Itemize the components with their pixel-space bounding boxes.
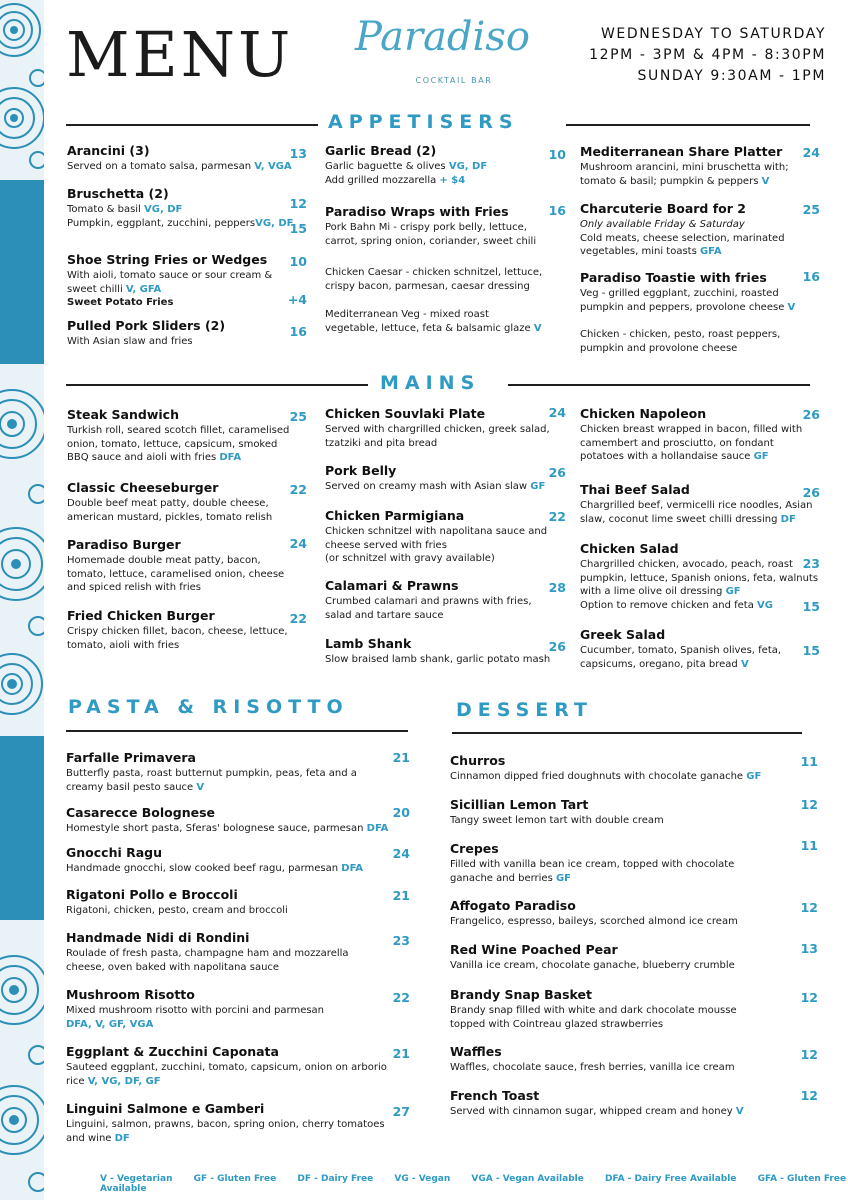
item-description-line: Double beef meat patty, double cheese, <box>67 498 269 509</box>
item-description <box>580 499 820 526</box>
item-price: 12 <box>800 990 818 1005</box>
item-price: 24 <box>289 536 307 551</box>
dietary-tag: V <box>787 301 796 313</box>
item-description <box>67 335 297 349</box>
item-price: 25 <box>802 202 820 217</box>
item-name: Pork Belly <box>325 463 397 478</box>
paradiso-logo <box>355 14 530 94</box>
item-subline: Sweet Potato Fries <box>67 297 174 308</box>
logo-script: Paradiso <box>355 14 530 60</box>
menu-item <box>325 306 551 335</box>
dietary-tag: V, GFA <box>125 283 162 295</box>
item-description-line: Vanilla ice cream, chocolate ganache, blueberry crumble <box>450 960 735 971</box>
item-description <box>67 625 295 652</box>
dietary-tag: V, VGA <box>254 161 292 172</box>
menu-item <box>580 326 820 355</box>
item-name: Calamari & Prawns <box>325 578 459 593</box>
dietary-tag: V <box>533 322 542 334</box>
dietary-tag: DFA <box>219 452 242 463</box>
item-description <box>66 862 391 876</box>
item-price: 23 <box>802 556 820 571</box>
menu-item <box>67 537 295 595</box>
item-price: 22 <box>548 509 566 524</box>
menu-item <box>450 841 790 885</box>
menu-item <box>66 845 391 876</box>
item-description <box>580 423 820 464</box>
item-price: 21 <box>392 1046 410 1061</box>
item-description-line: with a lime olive oil dressing GF <box>580 586 741 597</box>
mains-rule-right <box>508 384 810 386</box>
item-description <box>66 1118 391 1145</box>
item-name: Paradiso Burger <box>67 537 181 552</box>
item-price: 10 <box>289 254 307 269</box>
menu-item <box>580 144 820 188</box>
item-description-line: pumpkin, lettuce, Spanish onions, feta, walnuts <box>580 572 819 584</box>
item-price: 20 <box>392 805 410 820</box>
item-price: 16 <box>802 269 820 284</box>
item-description-line: capsicums, oregano, pita bread V <box>580 658 749 670</box>
menu-item <box>66 750 391 794</box>
item-description-line: topped with Cointreau glazed strawberries <box>450 1018 664 1030</box>
item-description-line: crispy bacon, parmesan, caesar dressing <box>325 280 530 292</box>
item-description-line: and wine DF <box>66 1132 130 1144</box>
item-price: 22 <box>289 482 307 497</box>
item-description-line: vegetables, mini toasts GFA <box>580 246 722 257</box>
legend-item: VG - Vegan <box>394 1174 451 1184</box>
item-price: 26 <box>548 639 566 654</box>
item-description-line: Rigatoni, chicken, pesto, cream and broccoli <box>66 905 288 916</box>
item-description <box>450 959 790 973</box>
item-name: Chicken Napoleon <box>580 406 707 421</box>
item-description-line: and spiced relish with fries <box>67 582 201 593</box>
item-description-line: Frangelico, espresso, baileys, scorched almond ice cream <box>450 916 738 927</box>
item-price: 12 <box>800 1047 818 1062</box>
item-description-line: tomato & basil; pumpkin & peppers V <box>580 175 770 187</box>
item-description <box>67 269 297 310</box>
item-description <box>325 525 559 566</box>
item-description-line: Homemade double meat patty, bacon, <box>67 555 261 566</box>
item-name: Waffles <box>450 1044 502 1059</box>
item-name: Mushroom Risotto <box>66 987 195 1002</box>
item-note: Only available Friday & Saturday <box>580 219 745 230</box>
item-name: Chicken Souvlaki Plate <box>325 406 486 421</box>
item-description-line: Cold meats, cheese selection, marinated <box>580 232 785 244</box>
item-name: Churros <box>450 753 506 768</box>
item-description-line: Pork Bahn Mi - crispy pork belly, lettuce, <box>325 222 527 233</box>
item-description-line: Sauteed eggplant, zucchini, tomato, capsicum, onion on arborio <box>66 1062 387 1073</box>
item-price: 12 <box>800 797 818 812</box>
item-description-line: BBQ sauce and aioli with fries DFA <box>67 452 242 463</box>
item-description-line: Butterfly pasta, roast butternut pumpkin, peas, feta and a <box>66 768 357 779</box>
item-description-line: onion, tomato, lettuce, capsicum, smoked <box>67 438 278 450</box>
legend-item: DF - Dairy Free <box>297 1174 374 1184</box>
item-description-line: pumpkin and peppers, provolone cheese V <box>580 301 796 313</box>
item-name: Bruschetta (2) <box>67 186 169 201</box>
item-description <box>67 160 297 174</box>
menu-item <box>66 805 391 836</box>
item-description-line: Mediterranean Veg - mixed roast <box>325 309 489 320</box>
item-price: 23 <box>392 933 410 948</box>
item-description <box>67 497 295 524</box>
hours-line: SUNDAY 9:30AM - 1PM <box>637 68 826 84</box>
menu-item <box>325 463 559 494</box>
item-name: Greek Salad <box>580 627 666 642</box>
dietary-legend <box>100 1174 848 1194</box>
menu-item <box>325 204 551 248</box>
item-price: 21 <box>392 888 410 903</box>
dietary-tag: GF <box>746 771 762 782</box>
item-description-line: Turkish roll, seared scotch fillet, caramelised <box>67 425 290 436</box>
item-description-line: Brandy snap filled with white and dark chocolate mousse <box>450 1005 737 1016</box>
item-price: 24 <box>802 145 820 160</box>
item-description-line: Cucumber, tomato, Spanish olives, feta, <box>580 645 782 656</box>
item-name: Classic Cheeseburger <box>67 480 219 495</box>
item-description-line: creamy basil pesto sauce V <box>66 781 205 793</box>
item-description-line: With Asian slaw and fries <box>67 336 193 347</box>
item-description-line: tzatziki and pita bread <box>325 437 438 449</box>
item-description <box>450 1061 790 1075</box>
item-description-line: cheese, oven baked with napolitana sauce <box>66 961 280 973</box>
item-price: 24 <box>548 405 566 420</box>
item-description-line: Veg - grilled eggplant, zucchini, roasted <box>580 288 779 299</box>
item-description-line: Crumbed calamari and prawns with fries, <box>325 596 532 607</box>
item-name: Crepes <box>450 841 499 856</box>
item-description-line: Chargrilled chicken, avocado, peach, roast <box>580 559 793 570</box>
item-description-line: rice V, VG, DF, GF <box>66 1075 161 1087</box>
item-description <box>325 423 559 450</box>
item-name: Paradiso Wraps with Fries <box>325 204 509 219</box>
item-price: 26 <box>802 407 820 422</box>
dietary-tag: DFA <box>366 823 389 834</box>
item-name: Linguini Salmone e Gamberi <box>66 1101 265 1116</box>
item-description <box>325 595 559 622</box>
appetisers-rule-left <box>66 124 318 126</box>
item-description-line: Served on a tomato salsa, parmesan V, VGA <box>67 161 292 172</box>
hours-line: 12PM - 3PM & 4PM - 8:30PM <box>589 47 826 63</box>
menu-item <box>67 480 295 524</box>
menu-item <box>580 541 820 612</box>
dietary-tag: VG, DF <box>255 217 294 229</box>
item-description-line: Cinnamon dipped fried doughnuts with chocolate ganache GF <box>450 771 762 782</box>
item-description-line: ganache and berries GF <box>450 872 572 884</box>
dietary-tag: VG, DF <box>144 204 183 215</box>
blue-bar-1 <box>0 180 44 364</box>
dietary-tag: DF <box>114 1132 130 1144</box>
item-description-line: Mushroom arancini, mini bruschetta with; <box>580 162 789 173</box>
dietary-tag: DF <box>780 513 796 525</box>
menu-item <box>450 942 790 973</box>
item-name: Casarecce Bolognese <box>66 805 216 820</box>
item-description-line: Option to remove chicken and feta VG <box>580 599 773 611</box>
item-price: 21 <box>392 750 410 765</box>
item-description-line: Served with cinnamon sugar, whipped cream and honey V <box>450 1106 744 1117</box>
item-description <box>325 480 559 494</box>
item-name: Shoe String Fries or Wedges <box>67 252 268 267</box>
item-description <box>325 266 551 293</box>
item-description <box>450 770 790 784</box>
item-name: Garlic Bread (2) <box>325 143 437 158</box>
item-name: Chicken Parmigiana <box>325 508 465 523</box>
item-description-line: Mixed mushroom risotto with porcini and parmesan <box>66 1005 325 1016</box>
item-description-line: slaw, coconut lime sweet chilli dressing DF <box>580 513 796 525</box>
item-description <box>67 203 297 230</box>
dietary-tag: V, VG, DF, GF <box>87 1075 161 1087</box>
item-price: 22 <box>392 990 410 1005</box>
item-description-line: Linguini, salmon, prawns, bacon, spring onion, cherry tomatoes <box>66 1119 385 1130</box>
item-name: Affogato Paradiso <box>450 898 576 913</box>
legend-item: VGA - Vegan Available <box>471 1174 584 1184</box>
item-description-line: Served on creamy mash with Asian slaw GF <box>325 481 546 492</box>
menu-item <box>325 578 559 622</box>
menu-item <box>325 636 559 667</box>
dietary-tag: GF <box>725 586 741 597</box>
dessert-rule <box>452 732 802 734</box>
item-name: Gnocchi Ragu <box>66 845 163 860</box>
item-description-line: With aioli, tomato sauce or sour cream & <box>67 270 273 281</box>
dietary-tag: GF <box>753 451 769 462</box>
item-price: 15 <box>802 599 820 614</box>
menu-item <box>450 1044 790 1075</box>
item-price: 27 <box>392 1104 410 1119</box>
item-description-line: Chicken - chicken, pesto, roast peppers, <box>580 329 781 340</box>
item-description <box>66 822 391 836</box>
dietary-tag: GF <box>530 481 546 492</box>
menu-item <box>67 252 297 310</box>
dietary-tag: GF <box>555 872 572 884</box>
mains-rule-left <box>66 384 368 386</box>
item-name: Paradiso Toastie with fries <box>580 270 767 285</box>
item-description-line: potatoes with a hollandaise sauce GF <box>580 451 769 462</box>
legend-item: GF - Gluten Free <box>193 1174 277 1184</box>
item-description-line: Served with chargrilled chicken, greek salad, <box>325 424 550 435</box>
item-description-line <box>66 1018 391 1032</box>
dietary-tag: V <box>740 658 749 670</box>
item-price: 15 <box>802 643 820 658</box>
item-price: 26 <box>802 485 820 500</box>
menu-item <box>67 318 297 349</box>
item-price: 22 <box>289 611 307 626</box>
menu-title: MENU <box>66 18 294 91</box>
item-description <box>450 1105 790 1119</box>
item-description-line: Chicken schnitzel with napolitana sauce and <box>325 526 548 537</box>
pasta-rule <box>66 730 408 732</box>
item-description <box>450 814 790 828</box>
legend-item: V - Vegetarian <box>100 1174 173 1184</box>
dietary-tag: DFA <box>341 863 363 874</box>
item-description <box>580 558 820 612</box>
item-name: Thai Beef Salad <box>580 482 690 497</box>
item-description-line: Crispy chicken fillet, bacon, cheese, lettuce, <box>67 626 288 637</box>
opening-hours <box>589 24 826 87</box>
item-name: French Toast <box>450 1088 540 1103</box>
menu-item <box>67 407 295 465</box>
item-price: 13 <box>289 146 307 161</box>
item-description-line: camembert and prosciutto, on fondant <box>580 437 774 449</box>
dietary-tag: VG <box>757 599 773 611</box>
dessert-heading: DESSERT <box>456 699 593 721</box>
dietary-tag: V <box>761 175 770 187</box>
item-price: 16 <box>289 324 307 339</box>
menu-item <box>450 797 790 828</box>
item-description-line: Tangy sweet lemon tart with double cream <box>450 815 664 826</box>
item-description <box>66 767 391 794</box>
item-description <box>67 554 295 595</box>
item-price: 12 <box>800 1088 818 1103</box>
item-name: Chicken Salad <box>580 541 679 556</box>
menu-item <box>325 406 559 450</box>
item-price: 24 <box>392 846 410 861</box>
menu-item <box>450 1088 790 1119</box>
menu-item <box>450 898 790 929</box>
item-description <box>450 915 790 929</box>
menu-item <box>580 406 820 464</box>
menu-item <box>325 143 551 187</box>
item-price: 26 <box>548 465 566 480</box>
item-description-line: (or schnitzel with gravy available) <box>325 553 495 564</box>
appetisers-rule-right <box>566 124 810 126</box>
dietary-tag: + $4 <box>439 174 466 186</box>
item-price: 15 <box>289 221 307 236</box>
hours-line: WEDNESDAY TO SATURDAY <box>600 26 826 42</box>
item-name: Arancini (3) <box>67 143 150 158</box>
menu-item <box>580 201 820 259</box>
logo-subtitle: COCKTAIL BAR <box>415 76 493 85</box>
item-description <box>66 947 391 974</box>
item-price: 10 <box>548 147 566 162</box>
item-price: 12 <box>289 196 307 211</box>
item-description-line: Filled with vanilla bean ice cream, topped with chocolate <box>450 859 735 870</box>
menu-item <box>450 753 790 784</box>
item-name: Brandy Snap Basket <box>450 987 592 1002</box>
item-description <box>325 160 551 187</box>
item-description <box>66 904 391 918</box>
menu-item <box>67 143 297 174</box>
item-description-line: vegetable, lettuce, feta & balsamic glaze V <box>325 322 542 334</box>
item-description-line: tomato, aioli with fries <box>67 639 180 651</box>
blue-bar-2 <box>0 736 44 920</box>
item-description-line: Tomato & basil VG, DF <box>67 204 183 215</box>
item-description-line: Homestyle short pasta, Sferas' bolognese sauce, parmesan DFA <box>66 823 389 834</box>
item-name: Red Wine Poached Pear <box>450 942 618 957</box>
item-name: Rigatoni Pollo e Broccoli <box>66 887 238 902</box>
menu-item <box>67 186 297 230</box>
item-description-line: salad and tartare sauce <box>325 609 444 621</box>
item-description-line: sweet chilli V, GFA <box>67 283 162 295</box>
item-description <box>580 328 820 355</box>
menu-item <box>66 1044 391 1088</box>
legend-item: GFA - Gluten Free Available <box>100 1174 847 1194</box>
menu-item <box>450 987 790 1031</box>
item-description-line: Pumpkin, eggplant, zucchini, peppersVG, DF <box>67 217 294 229</box>
item-description-line: Chicken Caesar - chicken schnitzel, lettuce, <box>325 267 543 278</box>
item-description <box>325 308 551 335</box>
item-price: 16 <box>548 203 566 218</box>
item-name: Sicillian Lemon Tart <box>450 797 589 812</box>
dietary-tag: VG, DF <box>448 161 488 172</box>
menu-item <box>67 608 295 652</box>
item-description <box>580 218 820 259</box>
dietary-tag: V <box>196 781 205 793</box>
item-description-line: Roulade of fresh pasta, champagne ham and mozzarella <box>66 948 349 959</box>
item-description <box>450 1004 790 1031</box>
item-name: Lamb Shank <box>325 636 412 651</box>
appetisers-heading: APPETISERS <box>328 111 519 133</box>
item-description <box>67 424 295 465</box>
item-name: Handmade Nidi di Rondini <box>66 930 250 945</box>
item-price: 11 <box>800 838 818 853</box>
item-description-line: carrot, spring onion, coriander, sweet chili <box>325 235 537 247</box>
dietary-tag: GFA <box>699 246 722 257</box>
item-description-line: american mustard, pickles, tomato relish <box>67 511 273 523</box>
item-description <box>325 221 551 248</box>
item-description-line: Slow braised lamb shank, garlic potato mash <box>325 654 551 665</box>
pattern-border-middle <box>0 364 44 736</box>
dietary-tag: V <box>735 1106 744 1117</box>
item-description <box>580 644 820 671</box>
item-price: 13 <box>800 941 818 956</box>
item-price: 25 <box>289 409 307 424</box>
item-description-line: cheese served with fries <box>325 539 447 551</box>
mains-heading: MAINS <box>380 372 481 394</box>
item-name: Fried Chicken Burger <box>67 608 215 623</box>
item-description <box>325 653 559 667</box>
menu-item <box>66 930 391 974</box>
item-name: Farfalle Primavera <box>66 750 196 765</box>
pattern-border-bottom <box>0 920 44 1200</box>
item-description <box>580 287 820 314</box>
item-name: Mediterranean Share Platter <box>580 144 783 159</box>
item-price: +4 <box>287 292 307 307</box>
menu-item <box>66 887 391 918</box>
menu-item <box>66 1101 391 1145</box>
item-description-line: Garlic baguette & olives VG, DF <box>325 161 488 172</box>
menu-item <box>580 270 820 314</box>
item-description-line: Waffles, chocolate sauce, fresh berries, vanilla ice cream <box>450 1062 735 1073</box>
menu-item <box>580 482 820 526</box>
item-description-line: Chicken breast wrapped in bacon, filled with <box>580 424 803 435</box>
item-price: 28 <box>548 580 566 595</box>
item-name: Eggplant & Zucchini Caponata <box>66 1044 279 1059</box>
item-description <box>580 161 820 188</box>
pasta-heading: PASTA & RISOTTO <box>68 696 349 718</box>
legend-item: DFA - Dairy Free Available <box>604 1174 737 1184</box>
item-price: 11 <box>800 754 818 769</box>
item-description <box>450 858 790 885</box>
item-description-line: pumpkin and provolone cheese <box>580 342 738 354</box>
pattern-border-top <box>0 0 44 180</box>
item-description-line: Chargrilled beef, vermicelli rice noodles, Asian <box>580 500 813 511</box>
item-description-line: Handmade gnocchi, slow cooked beef ragu, parmesan DFA <box>66 863 363 874</box>
menu-item <box>325 264 551 293</box>
item-name: Charcuterie Board for 2 <box>580 201 746 216</box>
menu-item <box>66 987 391 1031</box>
dietary-tag: DFA, V, GF, VGA <box>66 1018 154 1030</box>
item-price: 12 <box>800 900 818 915</box>
item-description-line: Add grilled mozzarella + $4 <box>325 174 466 186</box>
item-name: Pulled Pork Sliders (2) <box>67 318 226 333</box>
menu-item <box>325 508 559 566</box>
item-description-line: tomato, lettuce, caramelised onion, cheese <box>67 568 285 580</box>
item-name: Steak Sandwich <box>67 407 179 422</box>
item-description <box>66 1004 391 1031</box>
menu-item <box>580 627 820 671</box>
item-description <box>66 1061 391 1088</box>
